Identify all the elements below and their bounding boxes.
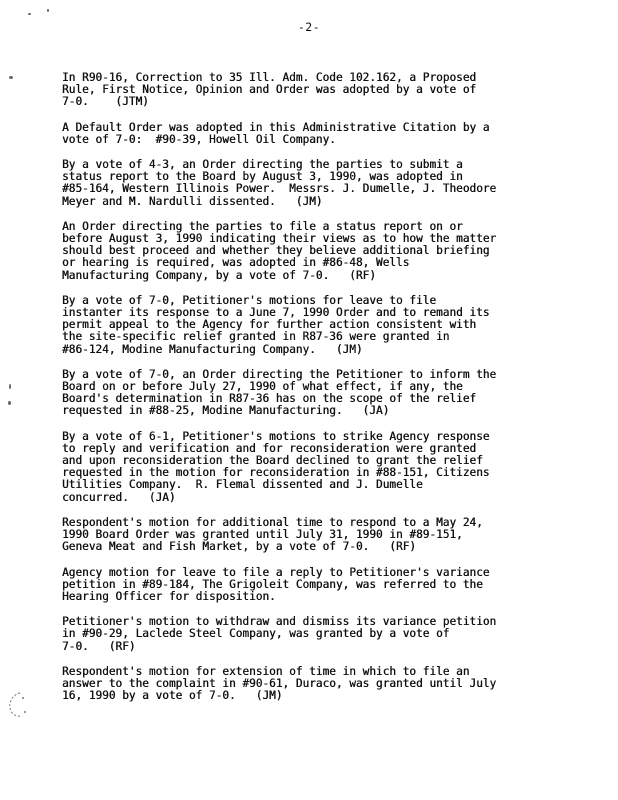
- scan-speck: [8, 401, 11, 405]
- paragraph-89-184: Agency motion for leave to file a reply to Petitioner's variance petition in #89-184, The Grigoleit Company, was referred to the Hearing Officer for disposition.: [62, 565, 490, 603]
- paragraph-86-48: An Order directing the parties to file a status report on or before August 3, 1990 indicating their views as to how the matter should best proceed and whether they believe additional briefing or hearing is required, was adopted in #86-48, Wells Manufacturing Company, by a vote of 7-0. (RF): [62, 219, 497, 282]
- punch-hole-mark: [6, 690, 30, 720]
- paragraph-90-39: A Default Order was adopted in this Administrative Citation by a vote of 7-0: #90-39, Howell Oil Company.: [62, 120, 490, 146]
- paragraph-90-29: Petitioner's motion to withdraw and dismiss its variance petition in #90-29, Laclede Steel Company, was granted by a vote of 7-0. (RF): [62, 615, 497, 653]
- document-body: [62, 72, 542, 715]
- paragraph-86-124: By a vote of 7-0, Petitioner's motions for leave to file instanter its response to a June 7, 1990 Order and to remand its permit appeal to the Agency for further action consistent with the site-specific relief granted in R87-36 were granted in #86-124, Modine Manufacturing Company. (JM): [62, 293, 490, 356]
- paragraph-r90-16: In R90-16, Correction to 35 Ill. Adm. Code 102.162, a Proposed Rule, First Notice, Opinion and Order was adopted by a vote of 7-0. (JTM): [62, 71, 477, 109]
- paragraph-85-164: By a vote of 4-3, an Order directing the parties to submit a status report to the Board by August 3, 1990, was adopted in #85-164, Western Illinois Power. Messrs. J. Dumelle, J. Theodore Meyer and M. Nardulli dissented. (JM): [62, 158, 497, 208]
- paragraph-88-25: By a vote of 7-0, an Order directing the Petitioner to inform the Board on or before July 27, 1990 of what effect, if any, the Board's determination in R87-36 has on the scope of the relief requested in #88-25, Modine Manufacturing. (JA): [62, 367, 497, 418]
- paragraph-89-151: Respondent's motion for additional time to respond to a May 24, 1990 Board Order was granted until July 31, 1990 in #89-151, Geneva Meat and Fish Market, by a vote of 7-0. (RF): [62, 515, 483, 554]
- scan-speck: [9, 384, 11, 389]
- scan-speck: [28, 13, 31, 15]
- paragraph-90-61: Respondent's motion for extension of time in which to file an answer to the complaint in #90-61, Duraco, was granted until July 16, 1990 by a vote of 7-0. (JM): [62, 664, 497, 703]
- scan-speck: [9, 76, 13, 79]
- scan-speck: [47, 9, 49, 12]
- page-number: -2-: [297, 20, 321, 34]
- paragraph-88-151: By a vote of 6-1, Petitioner's motions to strike Agency response to reply and verification and for reconsideration were granted and upon reconsideration the Board declined to grant the relief requested in the motion for reconsideration in #88-151, Citizens Utilities Company. R. Flemal dissented and J. Dumelle concurred. (JA): [62, 429, 490, 504]
